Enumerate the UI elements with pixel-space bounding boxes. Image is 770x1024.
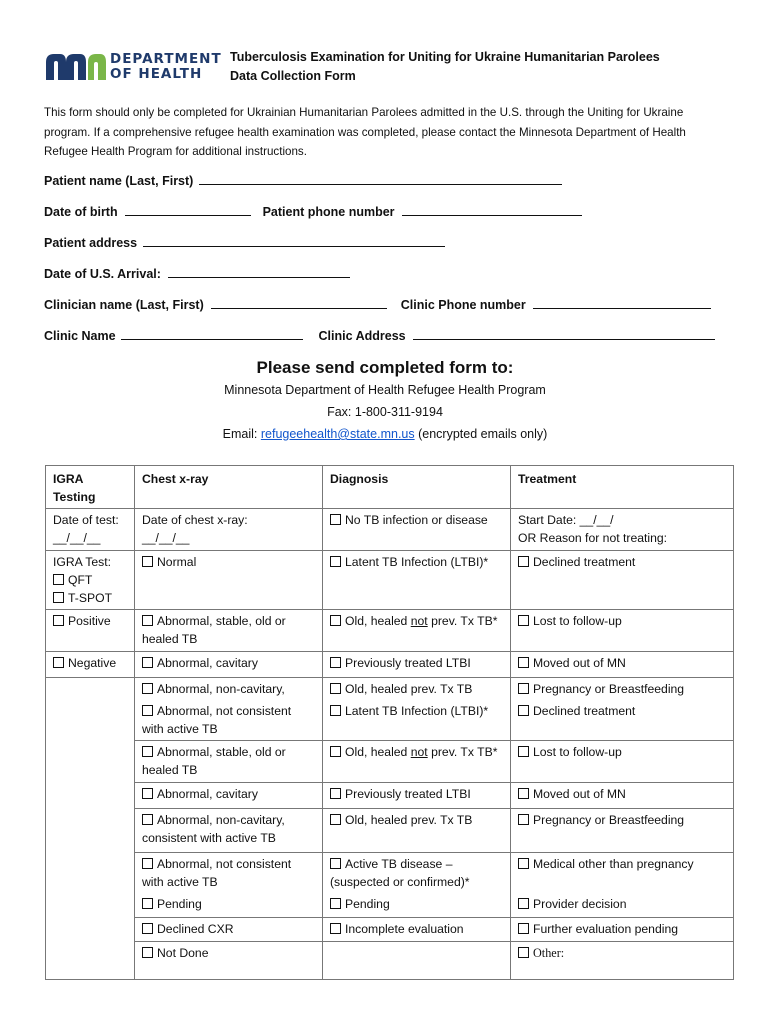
table-row: [46, 893, 734, 917]
header-cxr: Chest x-ray: [135, 466, 323, 509]
tspot-checkbox[interactable]: [53, 592, 64, 603]
igra-date-label: Date of test:: [53, 513, 119, 527]
table-row: [46, 853, 734, 894]
treat-option: Moved out of MN: [533, 787, 626, 801]
cxr-option: Declined CXR: [157, 921, 234, 936]
table-row: [46, 652, 734, 678]
cxr-option: Abnormal, not consistent with active TB: [142, 704, 292, 736]
treat-option-other: Other:: [533, 945, 565, 960]
cxr-checkbox[interactable]: [142, 746, 153, 757]
diag-no-tb-checkbox[interactable]: [330, 514, 341, 525]
treat-option: Provider decision: [533, 897, 627, 911]
treat-checkbox[interactable]: [518, 788, 529, 799]
diag-checkbox[interactable]: [330, 683, 341, 694]
treat-start-cell: [511, 509, 734, 551]
table-header-row: [46, 466, 734, 509]
treat-option: Further evaluation pending: [533, 921, 678, 936]
tspot-label: T-SPOT: [68, 591, 113, 605]
treat-checkbox[interactable]: [518, 705, 529, 716]
diag-option-pre: Old, healed: [345, 745, 411, 759]
diag-empty-cell: [323, 941, 511, 979]
cxr-option: Abnormal, stable, old or healed TB: [142, 614, 286, 646]
cxr-checkbox[interactable]: [142, 898, 153, 909]
field-row-clinic: [44, 325, 734, 356]
field-row-clinician: [44, 294, 734, 325]
table-row: [46, 941, 734, 979]
diag-option: Old, healed prev. Tx TB: [345, 813, 473, 827]
clinician-label: Clinician name (Last, First): [44, 298, 204, 312]
cxr-option: Not Done: [157, 945, 209, 960]
diag-checkbox[interactable]: [330, 788, 341, 799]
clinic-address-input[interactable]: [413, 325, 715, 340]
diag-checkbox[interactable]: [330, 923, 341, 934]
qft-checkbox[interactable]: [53, 574, 64, 585]
table-row: [46, 551, 734, 610]
cxr-date-label: Date of chest x-ray:: [142, 513, 248, 527]
logo-line-2: OF HEALTH: [110, 66, 203, 82]
address-input[interactable]: [143, 232, 445, 247]
diag-option-underlined: not: [410, 614, 428, 628]
cxr-checkbox[interactable]: [142, 615, 153, 626]
field-row-patient-name: [44, 170, 734, 201]
cxr-date-cell: [135, 509, 323, 551]
cxr-option: Abnormal, cavitary: [157, 787, 258, 801]
diag-no-tb-cell: [323, 509, 511, 551]
field-row-arrival: [44, 263, 734, 294]
diag-checkbox[interactable]: [330, 556, 341, 567]
table-row: [46, 783, 734, 809]
treat-option: Moved out of MN: [533, 656, 626, 670]
email-suffix: (encrypted emails only): [414, 427, 548, 441]
treat-checkbox[interactable]: [518, 947, 529, 958]
treat-option: Pregnancy or Breastfeeding: [533, 682, 685, 696]
dob-label: Date of birth: [44, 205, 118, 219]
treat-checkbox[interactable]: [518, 615, 529, 626]
table-row: [46, 700, 734, 741]
cxr-checkbox[interactable]: [142, 947, 153, 958]
negative-label: Negative: [68, 656, 117, 670]
send-fax: Fax: 1-800-311-9194: [327, 405, 443, 419]
table-row: [46, 610, 734, 652]
cxr-checkbox[interactable]: [142, 683, 153, 694]
clinic-address-label: Clinic Address: [318, 329, 406, 343]
arrival-label: Date of U.S. Arrival:: [44, 267, 161, 281]
form-title-line-1: Tuberculosis Examination for Uniting for Ukraine Humanitarian Parolees: [230, 50, 660, 64]
clinic-phone-input[interactable]: [533, 294, 711, 309]
diag-option: Old, healed prev. Tx TB: [345, 682, 473, 696]
send-heading: Please send completed form to:: [256, 358, 514, 377]
cxr-checkbox[interactable]: [142, 705, 153, 716]
diag-option: Incomplete evaluation: [345, 921, 464, 936]
send-email-line: [0, 423, 770, 445]
table-row: [46, 809, 734, 853]
clinic-phone-label: Clinic Phone number: [400, 298, 526, 312]
treat-checkbox[interactable]: [518, 556, 529, 567]
cxr-option: Abnormal, not consistent with active TB: [142, 857, 292, 889]
header-diagnosis: Diagnosis: [323, 466, 511, 509]
diag-checkbox[interactable]: [330, 746, 341, 757]
diag-option: Latent TB Infection (LTBI)*: [345, 704, 489, 718]
table-row: [46, 917, 734, 941]
clinic-name-label: Clinic Name: [44, 329, 116, 343]
diag-option: Previously treated LTBI: [345, 656, 471, 670]
treat-option: Pregnancy or Breastfeeding: [533, 813, 685, 827]
phone-input[interactable]: [402, 201, 582, 216]
diag-option-underlined: not: [410, 745, 428, 759]
diag-option: Latent TB Infection (LTBI)*: [345, 555, 489, 569]
cxr-checkbox[interactable]: [142, 858, 153, 869]
treat-option: Declined treatment: [533, 704, 636, 718]
diag-checkbox[interactable]: [330, 898, 341, 909]
cxr-option: Pending: [157, 897, 202, 911]
cxr-option: Abnormal, stable, old or healed TB: [142, 745, 286, 777]
positive-checkbox[interactable]: [53, 615, 64, 626]
treat-checkbox[interactable]: [518, 657, 529, 668]
arrival-input[interactable]: [168, 263, 350, 278]
intro-paragraph: This form should only be completed for Ukrainian Humanitarian Parolees admitted in the U.S. through the Uniting for Ukraine program. If a comprehensive refugee health examination was completed, please contact the Minnesota Department of Health Refugee Health Program for additional instructions.: [44, 106, 686, 158]
table-row: [46, 678, 734, 701]
cxr-checkbox[interactable]: [142, 923, 153, 934]
treat-checkbox[interactable]: [518, 746, 529, 757]
clinician-input[interactable]: [211, 294, 387, 309]
cxr-option: Abnormal, non-cavitary,: [157, 682, 285, 696]
igra-date-cell: [46, 509, 135, 551]
diag-option-pre: Old, healed: [345, 614, 411, 628]
form-header: [44, 46, 744, 90]
form-title: [230, 48, 660, 86]
treat-option: Lost to follow-up: [533, 614, 622, 628]
header-igra: IGRA Testing: [46, 466, 135, 509]
diag-checkbox[interactable]: [330, 657, 341, 668]
diag-option-post: prev. Tx TB*: [427, 745, 498, 759]
patient-fields: [44, 170, 734, 356]
igra-test-label: IGRA Test:: [53, 555, 112, 569]
positive-label: Positive: [68, 614, 111, 628]
treat-start-label: Start Date: __/__/: [518, 513, 614, 527]
phone-label: Patient phone number: [262, 205, 395, 219]
clinic-name-input[interactable]: [121, 325, 303, 340]
diag-option: Pending: [345, 897, 390, 911]
cxr-option: Abnormal, non-cavitary, consistent with active TB: [142, 813, 285, 845]
form-title-line-2: Data Collection Form: [230, 69, 356, 83]
diag-option: Previously treated LTBI: [345, 787, 471, 801]
cxr-checkbox[interactable]: [142, 657, 153, 668]
header-treatment: Treatment: [511, 466, 734, 509]
email-link[interactable]: refugeehealth@state.mn.us: [260, 427, 415, 441]
table-row: [46, 741, 734, 783]
treat-checkbox[interactable]: [518, 683, 529, 694]
diag-option: Active TB disease – (suspected or confirmed)*: [330, 857, 470, 889]
qft-label: QFT: [68, 573, 93, 587]
treat-option: Declined treatment: [533, 555, 636, 569]
logo-text: [110, 52, 222, 82]
field-row-address: [44, 232, 734, 263]
treat-reason-label: OR Reason for not treating:: [518, 531, 668, 545]
send-org: Minnesota Department of Health Refugee Health Program: [224, 383, 546, 397]
dob-input[interactable]: [125, 201, 251, 216]
cxr-date-input[interactable]: __/__/__: [142, 531, 190, 545]
treat-checkbox[interactable]: [518, 814, 529, 825]
logo-line-1: DEPARTMENT: [110, 51, 222, 67]
table-row: [46, 509, 734, 551]
diag-option-post: prev. Tx TB*: [427, 614, 498, 628]
patient-name-label: Patient name (Last, First): [44, 174, 194, 188]
diag-checkbox[interactable]: [330, 705, 341, 716]
igra-empty-cell: [46, 678, 135, 980]
cxr-option: Abnormal, cavitary: [157, 656, 258, 670]
cxr-option: Normal: [157, 555, 197, 569]
diag-checkbox[interactable]: [330, 814, 341, 825]
negative-checkbox[interactable]: [53, 657, 64, 668]
diag-checkbox[interactable]: [330, 615, 341, 626]
treat-checkbox[interactable]: [518, 898, 529, 909]
patient-name-input[interactable]: [199, 170, 562, 185]
igra-date-input[interactable]: __/__/__: [53, 531, 101, 545]
diag-checkbox[interactable]: [330, 858, 341, 869]
send-to-section: [0, 357, 770, 445]
treat-checkbox[interactable]: [518, 923, 529, 934]
email-prefix: Email:: [222, 427, 261, 441]
tb-exam-table: [45, 465, 734, 980]
address-label: Patient address: [44, 236, 138, 250]
cxr-checkbox[interactable]: [142, 814, 153, 825]
cxr-checkbox[interactable]: [142, 788, 153, 799]
treat-option: Medical other than pregnancy: [533, 857, 694, 871]
igra-test-cell: [46, 551, 135, 610]
cxr-checkbox[interactable]: [142, 556, 153, 567]
treat-option: Lost to follow-up: [533, 745, 622, 759]
diag-no-tb-label: No TB infection or disease: [345, 513, 488, 527]
field-row-dob-phone: [44, 201, 734, 232]
treat-checkbox[interactable]: [518, 858, 529, 869]
